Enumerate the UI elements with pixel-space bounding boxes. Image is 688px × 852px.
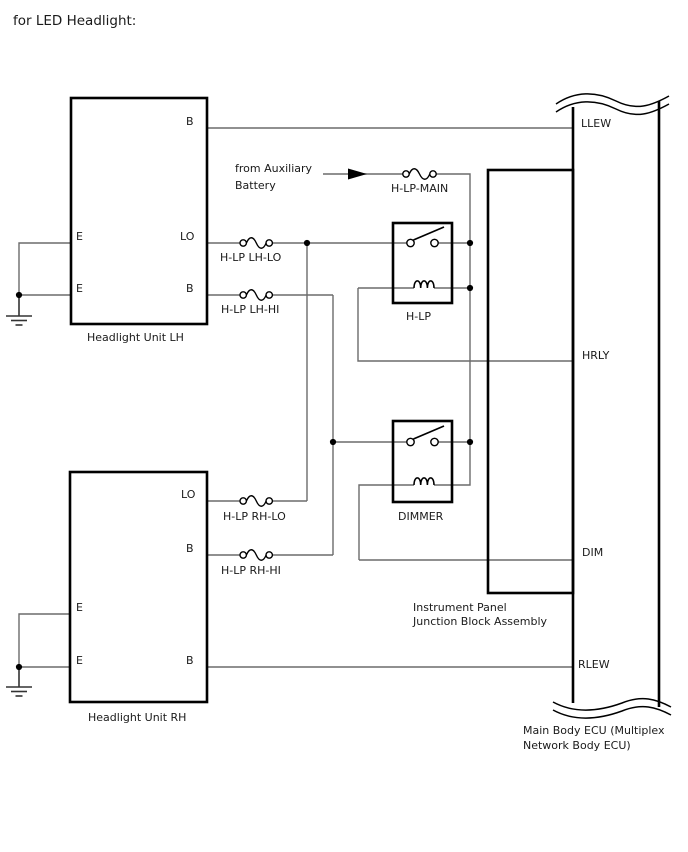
dimmer-relay-label: DIMMER	[398, 510, 444, 523]
lh-terminal-b: B	[186, 282, 194, 295]
ground-symbol-lh	[6, 295, 32, 325]
lh-terminal-e1: E	[76, 230, 83, 243]
junction-block-label-line1: Instrument Panel	[413, 601, 507, 614]
hlp-relay-box	[393, 223, 452, 303]
wire-feed-vertical	[436, 174, 470, 442]
junction-dot	[16, 664, 22, 670]
fuse-lh-lo-label: H-LP LH-LO	[220, 251, 282, 264]
fuse-lh-lo-symbol	[240, 238, 272, 249]
fuse-rh-lo-label: H-LP RH-LO	[223, 510, 286, 523]
ecu-pin-rlew: RLEW	[578, 658, 610, 671]
hlp-relay-contact	[407, 227, 444, 247]
component-boxes	[70, 98, 659, 707]
fuse-rh-hi-label: H-LP RH-HI	[221, 564, 281, 577]
junction-dot	[467, 240, 473, 246]
rh-terminal-lo: LO	[181, 488, 196, 501]
fuse-lh-hi-symbol	[240, 290, 272, 301]
junction-dot	[304, 240, 310, 246]
hlp-relay-coil	[414, 281, 434, 288]
junction-dot	[330, 439, 336, 445]
wire-lh-ground	[19, 243, 71, 295]
ecu-torn-edges	[553, 94, 671, 718]
headlight-rh-box	[70, 472, 207, 702]
lh-terminal-lo: LO	[180, 230, 195, 243]
dimmer-relay-box	[393, 421, 452, 502]
junction-dot	[467, 439, 473, 445]
wire-rh-ground	[19, 614, 70, 667]
dimmer-relay-coil	[414, 478, 434, 485]
wires	[19, 128, 573, 667]
hlp-relay-label: H-LP	[406, 310, 432, 323]
junction-block-box	[488, 170, 573, 593]
ecu-pin-llew: LLEW	[581, 117, 612, 130]
lh-terminal-b-top: B	[186, 115, 194, 128]
fuse-rh-lo-symbol	[240, 496, 272, 507]
lh-terminal-e2: E	[76, 282, 83, 295]
dimmer-relay-contact	[407, 426, 444, 446]
aux-battery-line2: Battery	[235, 179, 276, 192]
ecu-label-line2: Network Body ECU)	[523, 739, 631, 752]
junction-block-label-line2: Junction Block Assembly	[413, 615, 548, 628]
arrow-right-icon	[348, 169, 367, 180]
rh-terminal-b: B	[186, 542, 194, 555]
fuse-hlp-main-label: H-LP-MAIN	[391, 182, 449, 195]
aux-battery-line1: from Auxiliary	[235, 162, 313, 175]
headlight-rh-label: Headlight Unit RH	[88, 711, 187, 724]
ecu-label-line1: Main Body ECU (Multiplex	[523, 724, 665, 737]
ground-symbol-rh	[6, 667, 32, 696]
headlight-lh-label: Headlight Unit LH	[87, 331, 184, 344]
junction-dot	[16, 292, 22, 298]
rh-terminal-e1: E	[76, 601, 83, 614]
ecu-pin-hrly: HRLY	[582, 349, 610, 362]
ecu-pin-dim: DIM	[582, 546, 604, 559]
junction-dot	[467, 285, 473, 291]
wire-hrly	[358, 288, 573, 361]
relay-internals	[407, 227, 444, 485]
ecu-wave-top-1	[556, 94, 669, 107]
fuse-hlp-main-symbol	[403, 169, 436, 180]
rh-terminal-e2: E	[76, 654, 83, 667]
page-title: for LED Headlight:	[13, 13, 137, 29]
fuse-lh-hi-label: H-LP LH-HI	[221, 303, 280, 316]
fuse-rh-hi-symbol	[240, 550, 272, 561]
rh-terminal-b-out: B	[186, 654, 194, 667]
